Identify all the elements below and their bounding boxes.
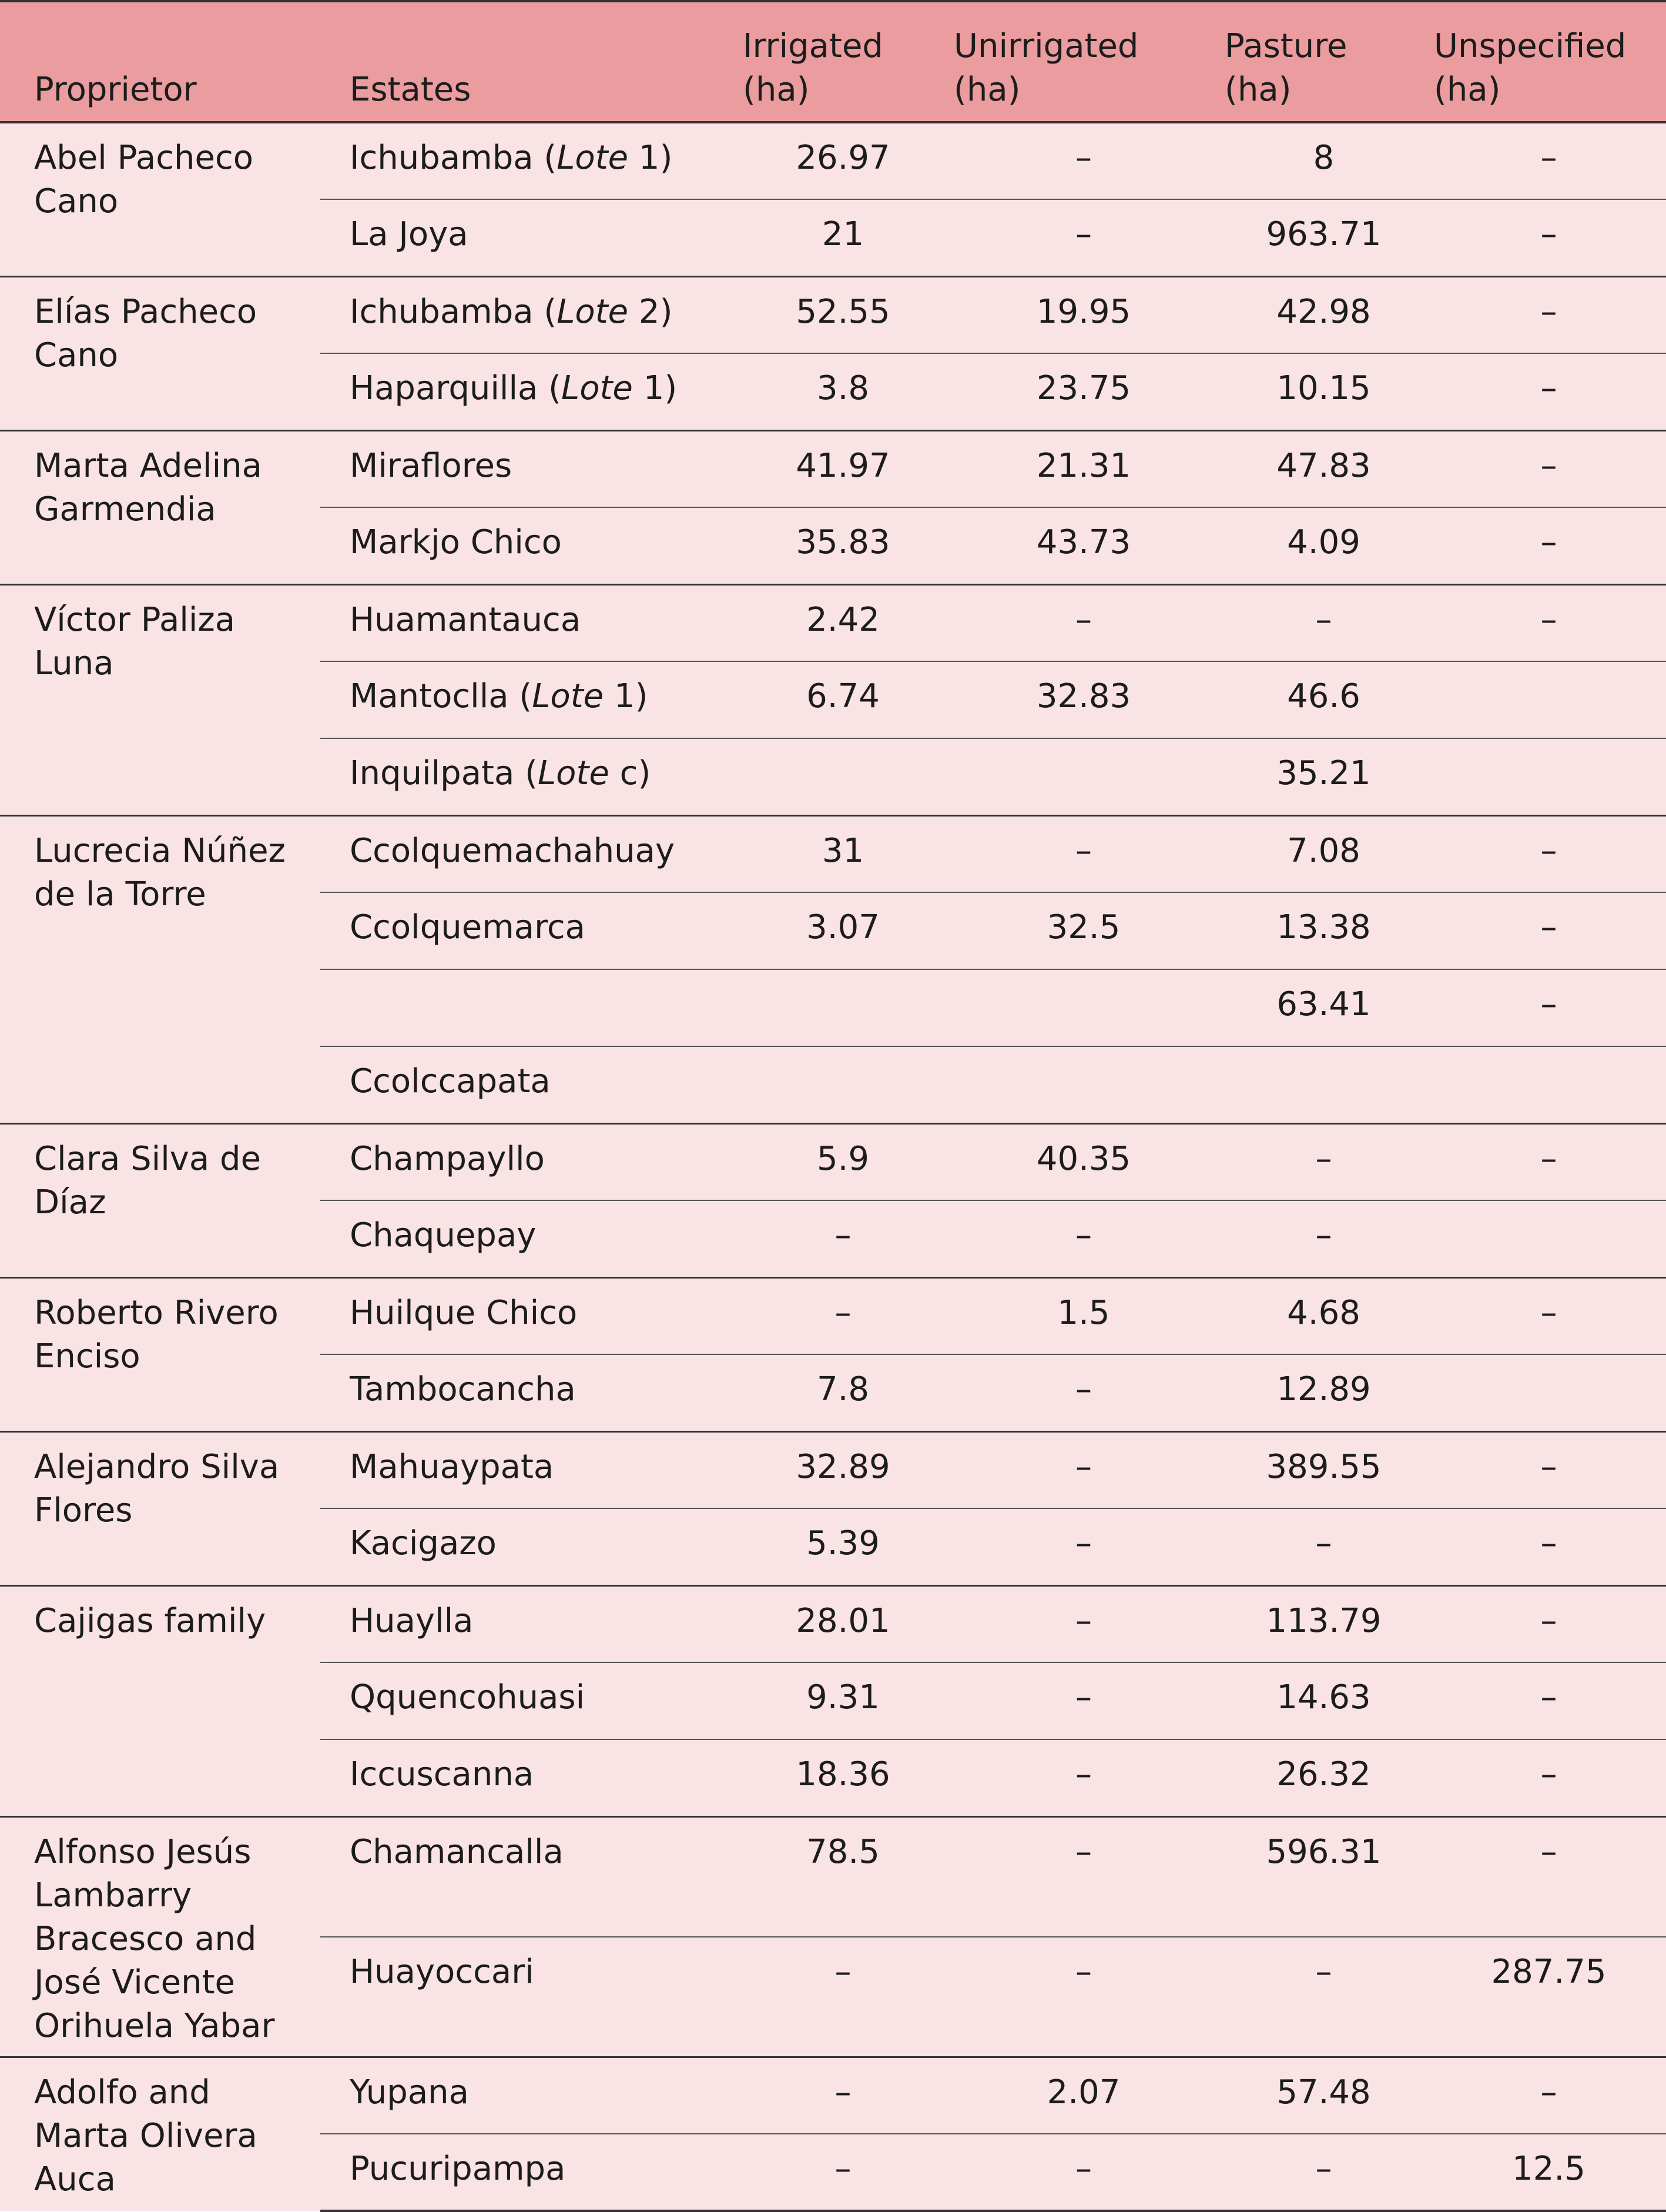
unspecified-cell: – xyxy=(1432,1508,1666,1585)
unspecified-cell: – xyxy=(1432,430,1666,507)
estate-name: Huayoccari xyxy=(350,1952,534,1991)
estate-cell xyxy=(320,2134,735,2211)
estate-name: Ccolquemachahuay xyxy=(350,831,675,870)
irrigated-cell: 31 xyxy=(735,815,951,892)
table-row xyxy=(0,430,1666,507)
estate-name: Yupana xyxy=(350,2073,469,2111)
header-irrigated: Irrigated (ha) xyxy=(735,1,951,122)
unspecified-cell: – xyxy=(1432,199,1666,276)
lote-label: Lote xyxy=(557,292,629,331)
header-proprietor: Proprietor xyxy=(0,1,320,122)
estate-cell xyxy=(320,430,735,507)
unspecified-cell: – xyxy=(1432,1739,1666,1816)
lote-number: 1 xyxy=(643,369,665,407)
estate-name: Iccuscanna xyxy=(350,1755,534,1793)
unirrigated-cell: – xyxy=(951,815,1216,892)
estate-name: Huaylla xyxy=(350,1601,474,1640)
irrigated-cell: 78.5 xyxy=(735,1816,951,1937)
irrigated-cell: – xyxy=(735,1937,951,2057)
header-estates: Estates xyxy=(320,1,735,122)
irrigated-cell: – xyxy=(735,1200,951,1277)
unirrigated-cell: 40.35 xyxy=(951,1123,1216,1200)
unirrigated-cell xyxy=(951,969,1216,1046)
unspecified-cell: 287.75 xyxy=(1432,1937,1666,2057)
lote-label: Lote xyxy=(557,139,629,177)
estate-cell xyxy=(320,507,735,584)
estate-name: Inquilpata xyxy=(350,754,515,792)
pasture-cell: 4.68 xyxy=(1216,1277,1432,1354)
lote-number: 1 xyxy=(638,139,660,177)
lote-number: 2 xyxy=(638,292,660,331)
unirrigated-cell: 32.5 xyxy=(951,892,1216,969)
unspecified-cell xyxy=(1432,1354,1666,1431)
estate-cell: Mantoclla (Lote 1) xyxy=(320,661,735,738)
pasture-cell: 42.98 xyxy=(1216,276,1432,353)
pasture-cell: 113.79 xyxy=(1216,1585,1432,1662)
estate-cell xyxy=(320,1200,735,1277)
table-row xyxy=(0,1277,1666,1354)
irrigated-cell: 7.8 xyxy=(735,1354,951,1431)
estate-cell xyxy=(320,1662,735,1739)
pasture-cell xyxy=(1216,1046,1432,1123)
header-pasture: Pasture (ha) xyxy=(1216,1,1432,122)
estate-name: Pucuripampa xyxy=(350,2150,566,2188)
pasture-cell: 4.09 xyxy=(1216,507,1432,584)
pasture-cell: 26.32 xyxy=(1216,1739,1432,1816)
unspecified-cell: – xyxy=(1432,584,1666,661)
header-unspecified: Unspecified (ha) xyxy=(1432,1,1666,122)
unspecified-cell: – xyxy=(1432,1585,1666,1662)
estate-name: Miraflores xyxy=(350,446,512,485)
lote-number: 1 xyxy=(614,677,635,715)
unirrigated-cell: 32.83 xyxy=(951,661,1216,738)
unirrigated-cell xyxy=(951,1046,1216,1123)
table-row xyxy=(0,276,1666,353)
irrigated-cell: 21 xyxy=(735,199,951,276)
proprietor-cell: Cajigas family xyxy=(0,1585,320,1816)
unspecified-cell: – xyxy=(1432,969,1666,1046)
estate-cell xyxy=(320,1585,735,1662)
pasture-cell: – xyxy=(1216,1508,1432,1585)
irrigated-cell: 5.39 xyxy=(735,1508,951,1585)
pasture-cell: 47.83 xyxy=(1216,430,1432,507)
unirrigated-cell: – xyxy=(951,1508,1216,1585)
pasture-cell: 63.41 xyxy=(1216,969,1432,1046)
unspecified-cell: – xyxy=(1432,1123,1666,1200)
estate-cell xyxy=(320,2057,735,2134)
irrigated-cell xyxy=(735,969,951,1046)
unirrigated-cell: – xyxy=(951,2134,1216,2211)
unirrigated-cell xyxy=(951,738,1216,815)
pasture-cell: 10.15 xyxy=(1216,353,1432,430)
estate-cell xyxy=(320,1277,735,1354)
estate-name: Huilque Chico xyxy=(350,1293,578,1332)
irrigated-cell: – xyxy=(735,2134,951,2211)
pasture-cell: – xyxy=(1216,2134,1432,2211)
irrigated-cell: 2.42 xyxy=(735,584,951,661)
table-header xyxy=(0,1,1666,122)
proprietor-cell: Adolfo and Marta Olivera Auca xyxy=(0,2057,320,2211)
unspecified-cell: – xyxy=(1432,2057,1666,2134)
proprietor-cell: Roberto Rivero Enciso xyxy=(0,1277,320,1431)
unspecified-cell xyxy=(1432,1200,1666,1277)
unspecified-cell: – xyxy=(1432,507,1666,584)
estate-cell xyxy=(320,584,735,661)
estate-cell: Ichubamba (Lote 2) xyxy=(320,276,735,353)
irrigated-cell: 32.89 xyxy=(735,1431,951,1508)
estate-name: Mantoclla xyxy=(350,677,509,715)
unirrigated-cell: – xyxy=(951,584,1216,661)
proprietor-cell: Víctor Paliza Luna xyxy=(0,584,320,815)
unirrigated-cell: – xyxy=(951,1200,1216,1277)
estate-name: Mahuaypata xyxy=(350,1447,554,1486)
lote-label: Lote xyxy=(532,677,604,715)
unspecified-cell xyxy=(1432,738,1666,815)
irrigated-cell: 3.8 xyxy=(735,353,951,430)
pasture-cell: 13.38 xyxy=(1216,892,1432,969)
unirrigated-cell: 19.95 xyxy=(951,276,1216,353)
irrigated-cell xyxy=(735,1046,951,1123)
table-row xyxy=(0,1431,1666,1508)
proprietor-cell: Alfonso Jesús Lambarry Bracesco and José Vicente Orihuela Yabar xyxy=(0,1816,320,2057)
unirrigated-cell: – xyxy=(951,1585,1216,1662)
estate-cell xyxy=(320,1739,735,1816)
table-row xyxy=(0,1585,1666,1662)
table-row xyxy=(0,2057,1666,2134)
pasture-cell: 7.08 xyxy=(1216,815,1432,892)
irrigated-cell: 5.9 xyxy=(735,1123,951,1200)
pasture-cell: – xyxy=(1216,584,1432,661)
unspecified-cell: – xyxy=(1432,892,1666,969)
unirrigated-cell: – xyxy=(951,1431,1216,1508)
estate-cell: Inquilpata (Lote c) xyxy=(320,738,735,815)
unirrigated-cell: – xyxy=(951,122,1216,199)
estate-name: Chaquepay xyxy=(350,1216,537,1254)
lote-label: Lote xyxy=(537,754,609,792)
header-row xyxy=(0,1,1666,122)
estate-cell xyxy=(320,1123,735,1200)
estate-cell xyxy=(320,199,735,276)
unirrigated-cell: – xyxy=(951,1739,1216,1816)
pasture-cell: 12.89 xyxy=(1216,1354,1432,1431)
pasture-cell: – xyxy=(1216,1123,1432,1200)
unirrigated-cell: 21.31 xyxy=(951,430,1216,507)
unspecified-cell: – xyxy=(1432,1431,1666,1508)
estate-name: Markjo Chico xyxy=(350,523,562,561)
proprietor-cell: Abel Pacheco Cano xyxy=(0,122,320,276)
irrigated-cell: 28.01 xyxy=(735,1585,951,1662)
irrigated-cell: – xyxy=(735,1277,951,1354)
estate-cell xyxy=(320,1046,735,1123)
unirrigated-cell: 2.07 xyxy=(951,2057,1216,2134)
unspecified-cell: – xyxy=(1432,1662,1666,1739)
estate-cell xyxy=(320,1937,735,2057)
proprietor-cell: Clara Silva de Díaz xyxy=(0,1123,320,1277)
unspecified-cell: – xyxy=(1432,122,1666,199)
pasture-cell: 8 xyxy=(1216,122,1432,199)
estate-name: Champayllo xyxy=(350,1139,545,1178)
irrigated-cell: 3.07 xyxy=(735,892,951,969)
table-body xyxy=(0,122,1666,2211)
unirrigated-cell: – xyxy=(951,1662,1216,1739)
unirrigated-cell: – xyxy=(951,1354,1216,1431)
pasture-cell: – xyxy=(1216,1200,1432,1277)
estate-name: Chamancalla xyxy=(350,1832,564,1871)
irrigated-cell: 9.31 xyxy=(735,1662,951,1739)
unspecified-cell: – xyxy=(1432,815,1666,892)
proprietor-cell: Lucrecia Núñez de la Torre xyxy=(0,815,320,1123)
unirrigated-cell: 23.75 xyxy=(951,353,1216,430)
unspecified-cell xyxy=(1432,1046,1666,1123)
estate-name: Huamantauca xyxy=(350,600,581,639)
estate-cell xyxy=(320,1431,735,1508)
estate-cell xyxy=(320,1354,735,1431)
table-row xyxy=(0,1123,1666,1200)
unirrigated-cell: 1.5 xyxy=(951,1277,1216,1354)
irrigated-cell: – xyxy=(735,2057,951,2134)
irrigated-cell: 35.83 xyxy=(735,507,951,584)
estate-name: Haparquilla xyxy=(350,369,538,407)
lote-label: Lote xyxy=(561,369,633,407)
pasture-cell: 596.31 xyxy=(1216,1816,1432,1937)
irrigated-cell: 41.97 xyxy=(735,430,951,507)
pasture-cell: 389.55 xyxy=(1216,1431,1432,1508)
estate-name: Ichubamba xyxy=(350,139,534,177)
estate-name: La Joya xyxy=(350,215,468,253)
estate-name: Ichubamba xyxy=(350,292,534,331)
table-row xyxy=(0,815,1666,892)
unirrigated-cell: – xyxy=(951,1816,1216,1937)
proprietor-cell: Alejandro Silva Flores xyxy=(0,1431,320,1585)
estate-name: Ccolquemarca xyxy=(350,908,585,946)
estate-name: Ccolccapata xyxy=(350,1062,551,1100)
lote-number: c xyxy=(619,754,638,792)
pasture-cell: 46.6 xyxy=(1216,661,1432,738)
irrigated-cell: 6.74 xyxy=(735,661,951,738)
estate-cell xyxy=(320,892,735,969)
pasture-cell: 35.21 xyxy=(1216,738,1432,815)
table-row xyxy=(0,1816,1666,1937)
pasture-cell: – xyxy=(1216,1937,1432,2057)
pasture-cell: 14.63 xyxy=(1216,1662,1432,1739)
estate-name: Kacigazo xyxy=(350,1524,497,1562)
unirrigated-cell: 43.73 xyxy=(951,507,1216,584)
unirrigated-cell: – xyxy=(951,199,1216,276)
irrigated-cell xyxy=(735,738,951,815)
unspecified-cell: – xyxy=(1432,1816,1666,1937)
unspecified-cell: 12.5 xyxy=(1432,2134,1666,2211)
irrigated-cell: 52.55 xyxy=(735,276,951,353)
unspecified-cell: – xyxy=(1432,276,1666,353)
pasture-cell: 57.48 xyxy=(1216,2057,1432,2134)
unirrigated-cell: – xyxy=(951,1937,1216,2057)
estate-cell: Ichubamba (Lote 1) xyxy=(320,122,735,199)
pasture-cell: 963.71 xyxy=(1216,199,1432,276)
estate-name: Tambocancha xyxy=(350,1370,576,1408)
unspecified-cell: – xyxy=(1432,353,1666,430)
estate-cell: Haparquilla (Lote 1) xyxy=(320,353,735,430)
irrigated-cell: 26.97 xyxy=(735,122,951,199)
estate-cell xyxy=(320,1508,735,1585)
unspecified-cell xyxy=(1432,661,1666,738)
header-unirrigated: Unirrigated (ha) xyxy=(951,1,1216,122)
irrigated-cell: 18.36 xyxy=(735,1739,951,1816)
unspecified-cell: – xyxy=(1432,1277,1666,1354)
table-row xyxy=(0,584,1666,661)
estate-cell xyxy=(320,969,735,1046)
estate-cell xyxy=(320,1816,735,1937)
estate-cell xyxy=(320,815,735,892)
estate-name: Qquencohuasi xyxy=(350,1678,585,1716)
proprietor-cell: Marta Adelina Garmendia xyxy=(0,430,320,584)
proprietor-cell: Elías Pacheco Cano xyxy=(0,276,320,430)
table-row xyxy=(0,122,1666,199)
